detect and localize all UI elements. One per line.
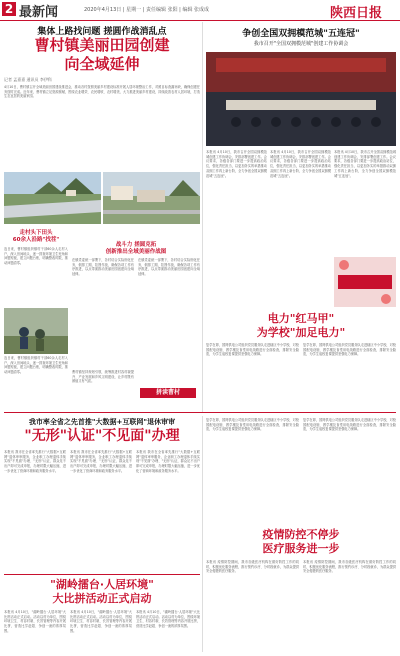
story3-headline-2: 为学校"加足电力"	[256, 326, 346, 339]
story1-b-body-col2: 在镇党委统一部署下，各村结合实际细化任务，倒排工期，挂图作战，确保各项工作有序推进，以点带面推动美丽田园创建向全域延伸。	[138, 258, 200, 277]
story4-body-col2: 本报讯 我市在全省率先推行"大数据+互联网"退休审审服务，企业职工办理退休手续实现"不见面"办理、"无形"认证，群众足不出户即可完成申报，办理时限大幅压缩，进一步优化了营商环境和政务服务水平。	[70, 450, 132, 473]
story6-body-col2: 本报讯 4月10日，"湖岭擂台·人居环境"大比拼活动正式启动。活动以村为单位，围绕环境卫生、村容村貌、长效管理等内容开展比拼，营造比学赶超、争创一流的浓厚氛围。	[70, 610, 132, 633]
story1-side-photo	[4, 308, 68, 354]
story1-photo-right	[103, 172, 200, 224]
page-number: 2	[2, 2, 16, 16]
story3-body-col3: 复学在即，国网供电公司组织党员服务队走进辖区中小学校，对校园配电设施、教学楼及食堂用电线路进行全面检查，排除安全隐患，为学生返校复课提供坚强电力保障。	[206, 418, 299, 432]
story4-kicker: 我市率全省之先首推"大数据+互联网"退休审审	[28, 418, 176, 426]
story1-c-label: 拼读曹村	[140, 388, 196, 398]
story5-body-col1: 本报讯 疫情防控期间，我市各级医疗机构在做好防控工作的同时，积极优化服务流程，推行预约诊疗、分时段就诊，为群众提供安全便捷的医疗服务。	[206, 560, 299, 574]
story2-subhead: 我市召开"全国双拥模范城"创建工作协调会	[253, 41, 349, 47]
story6-headline-2: 大比拼活动正式启动	[52, 592, 152, 605]
story5-headline-1: 疫情防控不停步	[262, 528, 340, 541]
newspaper-logo: 陕西日报	[330, 6, 383, 21]
story2-photo	[206, 52, 396, 146]
story1-side-body: 连日来，曹村镇组织镇村干部60余人走村入户，深入田间地头，逐一排查环境卫生死角和问题短板，建立问题台账，明确整改时限，推动问题清零。	[4, 247, 68, 266]
story4-headline: "无形"认证"不见面"办理	[24, 428, 180, 444]
section-rule-2	[4, 574, 200, 575]
story2-headline: 争创全国双拥模范城"五连冠"	[242, 29, 360, 39]
story6-body-col3: 本报讯 4月10日，"湖岭擂台·人居环境"大比拼活动正式启动。活动以村为单位，围绕环境卫生、村容村貌、长效管理等内容开展比拼，营造比学赶超、争创一流的浓厚氛围。	[136, 610, 200, 629]
story1-byline: 记者 孟嘉嘉 通讯员 李伊科	[4, 77, 52, 82]
story2-body-col1: 本报讯 4月10日，我市召开全国双拥模范城创建工作协调会，安排部署创建工作。会议要求，各级各部门要进一步提高政治站位，强化责任担当，以更加务实的举措推动双拥工作再上新台阶，全力争创全国双拥模范城"五连冠"。	[206, 150, 267, 178]
story1-b-body-col1: 在镇党委统一部署下，各村结合实际细化任务，倒排工期，挂图作战，确保各项工作有序推进，以点带面推动美丽田园创建向全域延伸。	[72, 258, 134, 277]
section-rule	[4, 412, 396, 413]
story1-headline-2: 向全域延伸	[64, 55, 140, 73]
story1-side-title-2: 60余人沿路"找茬"	[12, 237, 60, 243]
story1-b-title-2: 创新推出全域美丽作战图	[105, 249, 167, 255]
story1-photo-left	[4, 172, 101, 224]
story2-body-col2: 本报讯 4月10日，我市召开全国双拥模范城创建工作协调会，安排部署创建工作。会议要求，各级各部门要进一步提高政治站位，强化责任担当，以更加务实的举措推动双拥工作再上新台阶，全力争创全国双拥模范城"五连冠"。	[270, 150, 331, 178]
section-title: 最新闻	[19, 5, 59, 20]
story1-side-body-2: 连日来，曹村镇组织镇村干部60余人走村入户，深入田间地头，逐一排查环境卫生死角和问题短板，建立问题台账，明确整改时限，推动问题清零。	[4, 356, 68, 375]
story4-body-col1: 本报讯 我市在全省率先推行"大数据+互联网"退休审审服务，企业职工办理退休手续实现"不见面"办理、"无形"认证，群众足不出户即可完成申报，办理时限大幅压缩，进一步优化了营商环境和政务服务水平。	[4, 450, 66, 473]
story5-headline-2: 医疗服务进一步	[262, 542, 340, 555]
story6-headline-1: "湖岭擂台·人居环境"	[50, 578, 154, 591]
story1-b-title-1: 战斗力 搓圆克拓	[115, 242, 157, 248]
story3-body-col4: 复学在即，国网供电公司组织党员服务队走进辖区中小学校，对校园配电设施、教学楼及食堂用电线路进行全面检查，排除安全隐患，为学生返校复课提供坚强电力保障。	[303, 418, 396, 432]
story1-headline-1: 曹村镇美丽田园创建	[34, 36, 170, 54]
story1-c-body: 曹村镇坚持规划引领，统筹推进村容村貌提升、产业发展和乡风文明建设，让乡村既有颜值又有气质。	[72, 370, 134, 384]
story6-body-col1: 本报讯 4月10日，"湖岭擂台·人居环境"大比拼活动正式启动。活动以村为单位，围绕环境卫生、村容村貌、长效管理等内容开展比拼，营造比学赶超、争创一流的浓厚氛围。	[4, 610, 66, 633]
story5-body-col2: 本报讯 疫情防控期间，我市各级医疗机构在做好防控工作的同时，积极优化服务流程，推行预约诊疗、分时段就诊，为群众提供安全便捷的医疗服务。	[303, 560, 396, 574]
story1-kicker: 集体上路找问题 搓圆作战消乱点	[37, 27, 167, 37]
story3-body-col1: 复学在即，国网供电公司组织党员服务队走进辖区中小学校，对校园配电设施、教学楼及食堂用电线路进行全面检查，排除安全隐患，为学生返校复课提供坚强电力保障。	[206, 343, 299, 357]
issue-meta: 2020年4月13日 | 星期一 | 责任编辑 张阳 | 编辑 张成成	[84, 7, 210, 13]
story1-side-title-1: 走村头下田头	[19, 230, 53, 236]
story3-body-col2: 复学在即，国网供电公司组织党员服务队走进辖区中小学校，对校园配电设施、教学楼及食堂用电线路进行全面检查，排除安全隐患，为学生返校复课提供坚强电力保障。	[303, 343, 396, 357]
story3-headline-1: 电力"红马甲"	[267, 312, 335, 325]
story1-body: 4月10日，曹村镇召开全域美丽田园建设推进会，推动各村按照美丽乡村建设标准开展人居环境整治工作，对照目标查漏补缺，确保创建任务按时完成。近年来，曹村镇立足资源禀赋，围绕农业增效、农民增收、农村增美，大力推进美丽乡村建设，持续改善农村人居环境，打造生态宜居的美丽家园。	[4, 85, 200, 99]
story4-body-col3: 本报讯 我市在全省率先推行"大数据+互联网"退休审审服务，企业职工办理退休手续实现"不见面"办理、"无形"认证，群众足不出户即可完成申报，办理时限大幅压缩，进一步优化了营商环境和政务服务水平。	[136, 450, 200, 473]
column-divider	[202, 22, 203, 412]
story2-ad-image	[334, 257, 396, 307]
column-divider-2	[202, 416, 203, 652]
story2-body-col3: 本报讯 4月10日，我市召开全国双拥模范城创建工作协调会，安排部署创建工作。会议要求，各级各部门要进一步提高政治站位，强化责任担当，以更加务实的举措推动双拥工作再上新台阶，全力争创全国双拥模范城"五连冠"。	[334, 150, 396, 178]
